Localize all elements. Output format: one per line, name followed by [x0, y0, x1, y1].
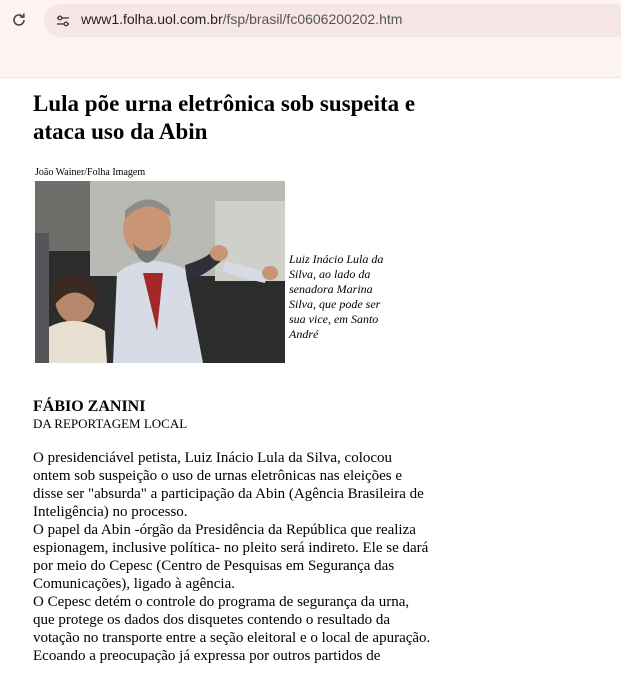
photo-credit: João Wainer/Folha Imagem: [35, 167, 146, 178]
article-paragraph: O presidenciável petista, Luiz Inácio Lula da Silva, colocou ontem sob suspeição o uso de urnas eletrônicas nas eleições e disse ser "absurda" a participação da Abin (Agência Brasileira de Inteligência) no processo.: [33, 450, 424, 520]
article-body: [33, 449, 433, 665]
site-info-icon[interactable]: [52, 10, 74, 32]
byline-author: FÁBIO ZANINI: [33, 398, 146, 415]
article-photo: [35, 181, 285, 363]
url-text[interactable]: [81, 11, 402, 27]
url-host: www1.folha.uol.com.br: [81, 11, 223, 27]
article-paragraph: Ecoando a preocupação já expressa por outros partidos de: [33, 648, 381, 664]
article-headline: Lula põe urna eletrônica sob suspeita e ataca uso da Abin: [33, 91, 416, 144]
photo-caption: Luiz Inácio Lula da Silva, ao lado da senadora Marina Silva, que pode ser sua vice, em Santo André: [289, 252, 384, 341]
article-paragraph: O Cepesc detém o controle do programa de segurança da urna, que protege os dados dos disquetes contendo o resultado da votação no transporte entre a seção eleitoral e o local de apuração.: [33, 594, 431, 646]
article: [33, 90, 433, 665]
reload-icon[interactable]: [8, 9, 30, 31]
address-bar[interactable]: [44, 4, 621, 37]
browser-toolbar: [0, 0, 621, 78]
article-paragraph: O papel da Abin -órgão da Presidência da República que realiza espionagem, inclusive política- no pleito será indireto. Ele se dará por meio do Cepesc (Centro de Pesquisas em Segurança das Comunicações), ligado à agência.: [33, 522, 429, 592]
url-path: /fsp/brasil/fc0606200202.htm: [222, 11, 403, 27]
byline-department: DA REPORTAGEM LOCAL: [33, 416, 188, 431]
photo-block: [33, 167, 433, 367]
